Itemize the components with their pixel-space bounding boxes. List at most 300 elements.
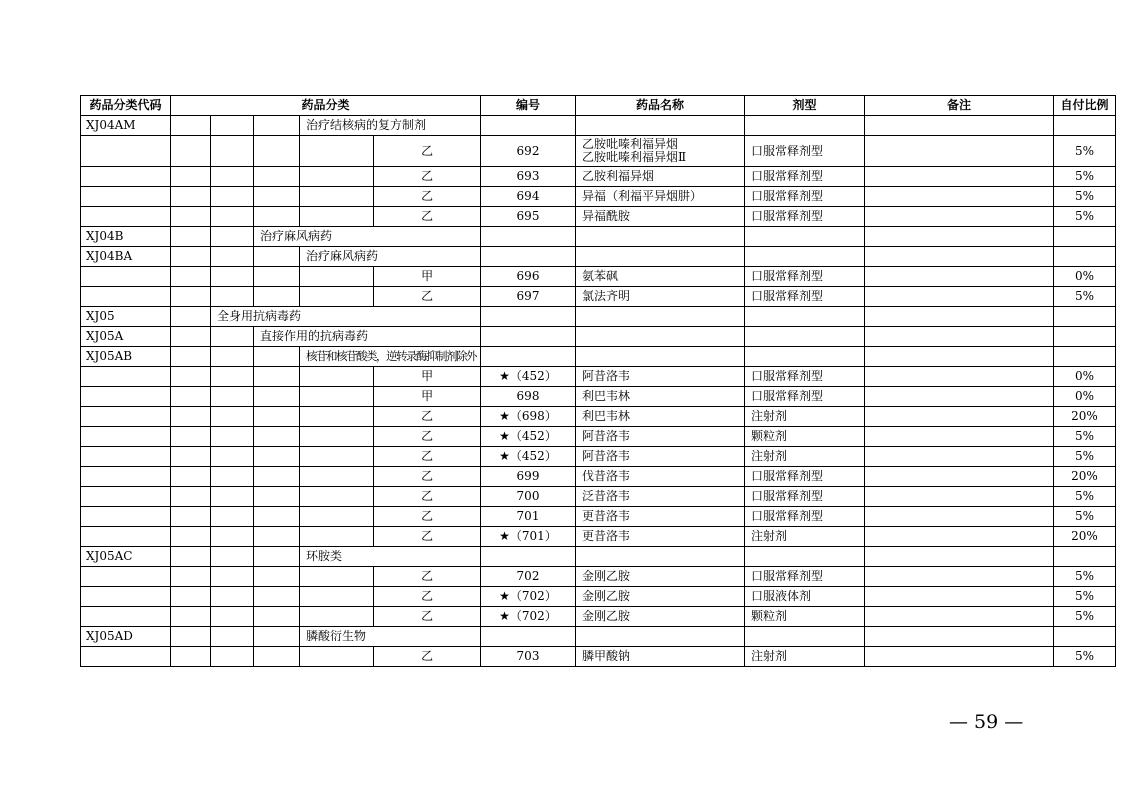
category-code-cell (81, 367, 171, 387)
category-code-cell (81, 607, 171, 627)
empty-cell (300, 527, 374, 547)
empty-cell (171, 607, 211, 627)
ratio-cell: 5% (1054, 607, 1116, 627)
empty-cell (211, 607, 254, 627)
empty-cell (254, 447, 300, 467)
table-row (81, 567, 1116, 587)
grade-cell: 乙 (374, 607, 481, 627)
dosage-form-cell: 口服常释剂型 (745, 287, 865, 307)
remark-cell (865, 347, 1054, 367)
drug-name-cell: 乙胺利福异烟 (576, 167, 745, 187)
empty-cell (300, 647, 374, 667)
category-code-cell (81, 447, 171, 467)
category-code-cell: XJ05 (81, 307, 171, 327)
table-row (81, 267, 1116, 287)
empty-cell (254, 467, 300, 487)
ratio-cell: 5% (1054, 567, 1116, 587)
table-body (81, 116, 1116, 667)
dosage-form-cell: 口服常释剂型 (745, 207, 865, 227)
empty-cell (254, 387, 300, 407)
ratio-cell: 20% (1054, 527, 1116, 547)
empty-cell (171, 467, 211, 487)
table-row (81, 427, 1116, 447)
header-category: 药品分类 (171, 96, 481, 116)
number-cell: 698 (481, 387, 576, 407)
dosage-form-cell (745, 116, 865, 136)
remark-cell (865, 587, 1054, 607)
category-code-cell (81, 187, 171, 207)
empty-cell (254, 136, 300, 167)
drug-name-cell: 异福（利福平异烟肼） (576, 187, 745, 207)
table-row (81, 227, 1116, 247)
number-cell: 695 (481, 207, 576, 227)
dosage-form-cell: 注射剂 (745, 647, 865, 667)
empty-cell (171, 367, 211, 387)
remark-cell (865, 627, 1054, 647)
category-code-cell (81, 407, 171, 427)
table-row (81, 607, 1116, 627)
number-cell: 692 (481, 136, 576, 167)
number-cell: ★（698） (481, 407, 576, 427)
category-code-cell (81, 387, 171, 407)
remark-cell (865, 287, 1054, 307)
category-name-cell: 治疗麻风病药 (254, 227, 481, 247)
empty-cell (211, 347, 254, 367)
remark-cell (865, 227, 1054, 247)
ratio-cell (1054, 347, 1116, 367)
category-code-cell: XJ04AM (81, 116, 171, 136)
header-number: 编号 (481, 96, 576, 116)
ratio-cell (1054, 627, 1116, 647)
empty-cell (254, 507, 300, 527)
category-code-cell (81, 167, 171, 187)
table-row (81, 327, 1116, 347)
category-code-cell: XJ04B (81, 227, 171, 247)
dosage-form-cell: 口服液体剂 (745, 587, 865, 607)
empty-cell (254, 207, 300, 227)
table-row (81, 507, 1116, 527)
category-name-cell: 直接作用的抗病毒药 (254, 327, 481, 347)
remark-cell (865, 487, 1054, 507)
ratio-cell: 0% (1054, 367, 1116, 387)
dosage-form-cell (745, 247, 865, 267)
empty-cell (254, 607, 300, 627)
table-row (81, 487, 1116, 507)
number-cell: 703 (481, 647, 576, 667)
header-form: 剂型 (745, 96, 865, 116)
dosage-form-cell: 颗粒剂 (745, 607, 865, 627)
empty-cell (211, 136, 254, 167)
grade-cell: 乙 (374, 207, 481, 227)
ratio-cell: 0% (1054, 267, 1116, 287)
drug-name-cell: 泛昔洛韦 (576, 487, 745, 507)
grade-cell: 乙 (374, 587, 481, 607)
table-row (81, 347, 1116, 367)
drug-name-cell: 利巴韦林 (576, 387, 745, 407)
grade-cell: 乙 (374, 427, 481, 447)
ratio-cell: 5% (1054, 647, 1116, 667)
remark-cell (865, 607, 1054, 627)
category-code-cell (81, 287, 171, 307)
empty-cell (171, 487, 211, 507)
drug-name-cell: 氯法齐明 (576, 287, 745, 307)
empty-cell (254, 547, 300, 567)
category-name-cell: 治疗麻风病药 (300, 247, 481, 267)
drug-name-cell (576, 547, 745, 567)
empty-cell (300, 367, 374, 387)
empty-cell (211, 267, 254, 287)
drug-name-cell (576, 247, 745, 267)
category-name-cell: 环胺类 (300, 547, 481, 567)
empty-cell (254, 167, 300, 187)
empty-cell (171, 347, 211, 367)
empty-cell (300, 387, 374, 407)
dosage-form-cell: 注射剂 (745, 407, 865, 427)
number-cell: 693 (481, 167, 576, 187)
dosage-form-cell: 口服常释剂型 (745, 487, 865, 507)
number-cell (481, 627, 576, 647)
remark-cell (865, 467, 1054, 487)
empty-cell (171, 136, 211, 167)
dosage-form-cell: 口服常释剂型 (745, 136, 865, 167)
ratio-cell: 5% (1054, 287, 1116, 307)
category-code-cell (81, 527, 171, 547)
empty-cell (254, 427, 300, 447)
table-row (81, 207, 1116, 227)
drug-name-cell: 膦甲酸钠 (576, 647, 745, 667)
empty-cell (300, 507, 374, 527)
empty-cell (211, 567, 254, 587)
dosage-form-cell: 口服常释剂型 (745, 567, 865, 587)
dosage-form-cell: 口服常释剂型 (745, 387, 865, 407)
empty-cell (300, 407, 374, 427)
drug-catalog-table (80, 95, 1116, 667)
table-row (81, 136, 1116, 167)
empty-cell (211, 407, 254, 427)
drug-name-cell (576, 627, 745, 647)
ratio-cell: 5% (1054, 187, 1116, 207)
dosage-form-cell: 注射剂 (745, 447, 865, 467)
drug-name-cell (576, 136, 745, 167)
remark-cell (865, 567, 1054, 587)
ratio-cell: 5% (1054, 207, 1116, 227)
table-row (81, 247, 1116, 267)
remark-cell (865, 367, 1054, 387)
ratio-cell (1054, 247, 1116, 267)
empty-cell (211, 507, 254, 527)
empty-cell (171, 167, 211, 187)
empty-cell (211, 387, 254, 407)
empty-cell (171, 427, 211, 447)
empty-cell (300, 587, 374, 607)
remark-cell (865, 247, 1054, 267)
remark-cell (865, 267, 1054, 287)
dosage-form-cell (745, 227, 865, 247)
grade-cell: 乙 (374, 187, 481, 207)
empty-cell (300, 187, 374, 207)
number-cell (481, 247, 576, 267)
number-cell: ★（452） (481, 367, 576, 387)
dosage-form-cell (745, 307, 865, 327)
ratio-cell (1054, 227, 1116, 247)
ratio-cell: 5% (1054, 507, 1116, 527)
empty-cell (211, 327, 254, 347)
category-code-cell (81, 427, 171, 447)
header-row (81, 96, 1116, 116)
drug-name-cell: 伐昔洛韦 (576, 467, 745, 487)
grade-cell: 乙 (374, 467, 481, 487)
empty-cell (300, 467, 374, 487)
ratio-cell: 5% (1054, 447, 1116, 467)
dosage-form-cell: 颗粒剂 (745, 427, 865, 447)
remark-cell (865, 407, 1054, 427)
ratio-cell: 20% (1054, 467, 1116, 487)
empty-cell (254, 367, 300, 387)
number-cell: ★（702） (481, 587, 576, 607)
grade-cell: 乙 (374, 647, 481, 667)
drug-name-cell: 更昔洛韦 (576, 507, 745, 527)
drug-name-cell: 金刚乙胺 (576, 567, 745, 587)
dosage-form-cell (745, 327, 865, 347)
empty-cell (171, 307, 211, 327)
remark-cell (865, 507, 1054, 527)
ratio-cell (1054, 547, 1116, 567)
table-row (81, 647, 1116, 667)
empty-cell (300, 447, 374, 467)
table-row (81, 287, 1116, 307)
empty-cell (171, 227, 211, 247)
empty-cell (211, 467, 254, 487)
empty-cell (211, 487, 254, 507)
drug-name-line: 乙胺吡嗪利福异烟Ⅱ (582, 150, 687, 164)
empty-cell (171, 116, 211, 136)
ratio-cell (1054, 327, 1116, 347)
drug-name-cell: 阿昔洛韦 (576, 447, 745, 467)
drug-name-cell: 利巴韦林 (576, 407, 745, 427)
remark-cell (865, 327, 1054, 347)
empty-cell (254, 247, 300, 267)
header-ratio: 自付比例 (1054, 96, 1116, 116)
grade-cell: 乙 (374, 527, 481, 547)
category-code-cell (81, 467, 171, 487)
category-code-cell (81, 267, 171, 287)
category-code-cell (81, 136, 171, 167)
number-cell: 697 (481, 287, 576, 307)
header-name: 药品名称 (576, 96, 745, 116)
number-cell: 696 (481, 267, 576, 287)
number-cell: ★（702） (481, 607, 576, 627)
drug-name-cell: 异福酰胺 (576, 207, 745, 227)
dosage-form-cell (745, 347, 865, 367)
empty-cell (211, 247, 254, 267)
dosage-form-cell: 口服常释剂型 (745, 267, 865, 287)
ratio-cell: 5% (1054, 487, 1116, 507)
empty-cell (254, 587, 300, 607)
ratio-cell (1054, 307, 1116, 327)
header-remark: 备注 (865, 96, 1054, 116)
page-number: — 59 — (949, 711, 1024, 733)
table-row (81, 527, 1116, 547)
remark-cell (865, 527, 1054, 547)
empty-cell (211, 427, 254, 447)
drug-name-cell: 氨苯砜 (576, 267, 745, 287)
remark-cell (865, 387, 1054, 407)
category-code-cell: XJ05AD (81, 627, 171, 647)
table-row (81, 116, 1116, 136)
empty-cell (171, 247, 211, 267)
category-code-cell (81, 207, 171, 227)
empty-cell (171, 387, 211, 407)
ratio-cell: 20% (1054, 407, 1116, 427)
dosage-form-cell: 口服常释剂型 (745, 367, 865, 387)
table-row (81, 467, 1116, 487)
table-row (81, 547, 1116, 567)
empty-cell (254, 627, 300, 647)
empty-cell (211, 167, 254, 187)
remark-cell (865, 427, 1054, 447)
table-row (81, 407, 1116, 427)
number-cell (481, 347, 576, 367)
empty-cell (171, 287, 211, 307)
ratio-cell: 5% (1054, 427, 1116, 447)
number-cell (481, 547, 576, 567)
drug-name-cell: 金刚乙胺 (576, 607, 745, 627)
remark-cell (865, 136, 1054, 167)
empty-cell (171, 627, 211, 647)
empty-cell (211, 647, 254, 667)
empty-cell (254, 347, 300, 367)
number-cell: 694 (481, 187, 576, 207)
empty-cell (171, 647, 211, 667)
empty-cell (171, 327, 211, 347)
category-code-cell: XJ05A (81, 327, 171, 347)
category-code-cell (81, 487, 171, 507)
empty-cell (211, 447, 254, 467)
drug-name-cell (576, 116, 745, 136)
empty-cell (211, 527, 254, 547)
dosage-form-cell (745, 627, 865, 647)
number-cell: ★（452） (481, 447, 576, 467)
category-code-cell (81, 567, 171, 587)
number-cell (481, 327, 576, 347)
remark-cell (865, 167, 1054, 187)
empty-cell (300, 287, 374, 307)
empty-cell (211, 116, 254, 136)
empty-cell (171, 567, 211, 587)
empty-cell (171, 527, 211, 547)
grade-cell: 乙 (374, 447, 481, 467)
drug-name-cell: 阿昔洛韦 (576, 427, 745, 447)
number-cell (481, 227, 576, 247)
remark-cell (865, 547, 1054, 567)
category-code-cell (81, 647, 171, 667)
remark-cell (865, 647, 1054, 667)
number-cell: ★（701） (481, 527, 576, 547)
grade-cell: 甲 (374, 367, 481, 387)
dosage-form-cell: 口服常释剂型 (745, 187, 865, 207)
empty-cell (171, 187, 211, 207)
drug-name-cell (576, 347, 745, 367)
number-cell (481, 116, 576, 136)
grade-cell: 乙 (374, 567, 481, 587)
number-cell: ★（452） (481, 427, 576, 447)
empty-cell (171, 447, 211, 467)
empty-cell (254, 267, 300, 287)
empty-cell (211, 547, 254, 567)
category-name-cell: 治疗结核病的复方制剂 (300, 116, 481, 136)
empty-cell (254, 647, 300, 667)
grade-cell: 乙 (374, 507, 481, 527)
ratio-cell: 0% (1054, 387, 1116, 407)
category-code-cell: XJ05AB (81, 347, 171, 367)
category-code-cell: XJ04BA (81, 247, 171, 267)
table-row (81, 387, 1116, 407)
dosage-form-cell: 口服常释剂型 (745, 507, 865, 527)
grade-cell: 甲 (374, 267, 481, 287)
remark-cell (865, 116, 1054, 136)
grade-cell: 乙 (374, 167, 481, 187)
ratio-cell (1054, 116, 1116, 136)
grade-cell: 乙 (374, 136, 481, 167)
empty-cell (211, 587, 254, 607)
empty-cell (211, 187, 254, 207)
empty-cell (211, 227, 254, 247)
grade-cell: 甲 (374, 387, 481, 407)
empty-cell (171, 547, 211, 567)
remark-cell (865, 207, 1054, 227)
empty-cell (300, 207, 374, 227)
table-row (81, 587, 1116, 607)
ratio-cell: 5% (1054, 167, 1116, 187)
ratio-cell: 5% (1054, 587, 1116, 607)
empty-cell (171, 587, 211, 607)
empty-cell (171, 407, 211, 427)
number-cell: 700 (481, 487, 576, 507)
empty-cell (254, 116, 300, 136)
empty-cell (254, 567, 300, 587)
remark-cell (865, 307, 1054, 327)
category-name-cell: 核苷和核苷酸类，逆转录酶抑制剂除外 (300, 347, 481, 367)
dosage-form-cell: 口服常释剂型 (745, 467, 865, 487)
empty-cell (300, 607, 374, 627)
header-code: 药品分类代码 (81, 96, 171, 116)
category-code-cell (81, 587, 171, 607)
remark-cell (865, 447, 1054, 467)
category-code-cell (81, 507, 171, 527)
empty-cell (211, 207, 254, 227)
empty-cell (300, 567, 374, 587)
table-row (81, 367, 1116, 387)
empty-cell (300, 487, 374, 507)
empty-cell (300, 167, 374, 187)
dosage-form-cell: 口服常释剂型 (745, 167, 865, 187)
number-cell: 702 (481, 567, 576, 587)
empty-cell (171, 207, 211, 227)
empty-cell (300, 267, 374, 287)
drug-name-cell: 更昔洛韦 (576, 527, 745, 547)
empty-cell (171, 507, 211, 527)
empty-cell (171, 267, 211, 287)
drug-name-cell: 金刚乙胺 (576, 587, 745, 607)
empty-cell (211, 367, 254, 387)
empty-cell (211, 627, 254, 647)
dosage-form-cell: 注射剂 (745, 527, 865, 547)
drug-name-cell (576, 327, 745, 347)
drug-name-cell (576, 307, 745, 327)
table-row (81, 307, 1116, 327)
empty-cell (254, 487, 300, 507)
ratio-cell: 5% (1054, 136, 1116, 167)
